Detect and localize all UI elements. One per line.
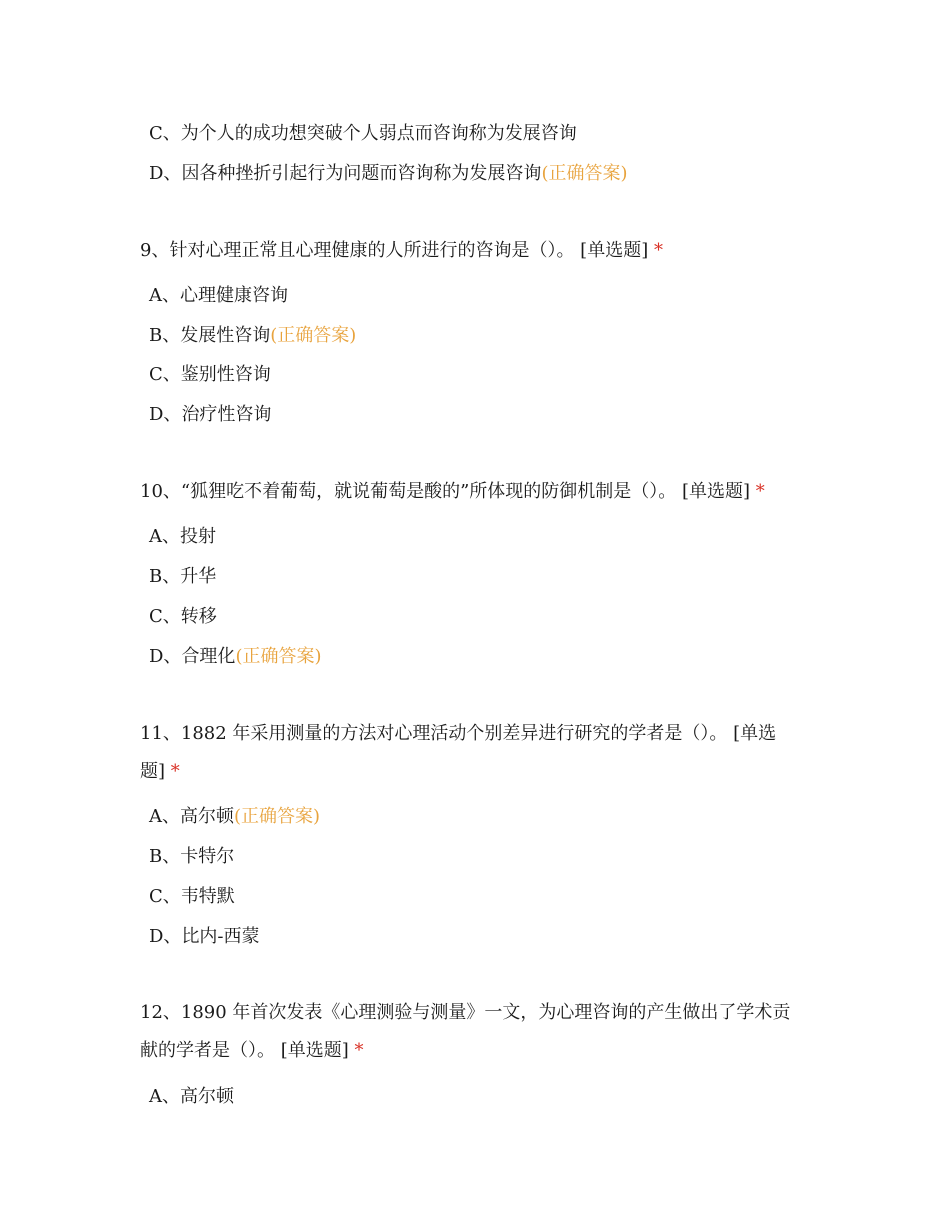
question-11-title	[140, 722, 776, 746]
option-a	[149, 284, 288, 308]
option-text: 鉴别性咨询	[180, 364, 271, 385]
option-text: 韦特默	[180, 886, 235, 907]
required-mark: *	[755, 481, 765, 502]
option-letter: D、	[149, 163, 182, 184]
option-letter: C、	[149, 886, 181, 907]
question-11-title-cont	[140, 760, 180, 784]
required-mark: *	[170, 761, 180, 782]
option-d	[149, 645, 321, 669]
required-mark: *	[354, 1040, 364, 1061]
option-letter: C、	[149, 364, 181, 385]
required-mark: *	[653, 240, 663, 261]
option-letter: D、	[149, 646, 182, 667]
question-12-title	[140, 1001, 790, 1025]
option-letter: C、	[149, 123, 181, 144]
question-text: 题]	[140, 761, 171, 782]
option-text: 升华	[180, 566, 217, 587]
option-text: 发展性咨询	[180, 325, 271, 346]
question-text: 11、1882 年采用测量的方法对心理活动个别差异进行研究的学者是（）。 [单选	[140, 723, 777, 744]
option-text: 投射	[180, 526, 216, 547]
option-letter: D、	[149, 404, 182, 425]
option-letter: D、	[149, 926, 182, 947]
option-letter: A、	[149, 526, 180, 547]
option-a	[149, 525, 216, 549]
option-text: 卡特尔	[180, 846, 235, 867]
option-text: 合理化	[181, 646, 236, 667]
option-d	[149, 403, 271, 427]
correct-answer-mark: (正确答案)	[270, 325, 357, 346]
option-text: 心理健康咨询	[180, 285, 288, 306]
option-letter: A、	[149, 285, 180, 306]
correct-answer-mark: (正确答案)	[234, 806, 321, 827]
option-letter: B、	[149, 846, 181, 867]
option-d	[149, 162, 627, 186]
correct-answer-mark: (正确答案)	[541, 163, 628, 184]
option-a	[149, 1085, 234, 1109]
option-c	[149, 885, 235, 909]
option-b	[149, 565, 216, 589]
option-letter: A、	[149, 806, 180, 827]
option-text: 治疗性咨询	[181, 404, 272, 425]
option-text: 转移	[180, 606, 217, 627]
question-12-title-cont	[140, 1039, 364, 1063]
option-a	[149, 805, 320, 829]
option-text: 为个人的成功想突破个人弱点而咨询称为发展咨询	[180, 123, 577, 144]
question-text: 献的学者是（）。 [单选题]	[140, 1040, 355, 1061]
question-10-title	[140, 480, 765, 504]
option-letter: B、	[149, 325, 181, 346]
option-letter: A、	[149, 1086, 180, 1107]
option-text: 比内-西蒙	[181, 926, 260, 947]
option-c	[149, 363, 271, 387]
option-c	[149, 605, 217, 629]
question-9-title	[140, 239, 663, 263]
option-letter: C、	[149, 606, 181, 627]
question-text: 10、“狐狸吃不着葡萄，就说葡萄是酸的”所体现的防御机制是（）。 [单选题]	[140, 481, 756, 502]
option-text: 因各种挫折引起行为问题而咨询称为发展咨询	[181, 163, 542, 184]
question-text: 12、1890 年首次发表《心理测验与测量》一文，为心理咨询的产生做出了学术贡	[140, 1002, 791, 1023]
option-text: 高尔顿	[180, 806, 234, 827]
option-d	[149, 925, 260, 949]
option-b	[149, 324, 356, 348]
option-c	[149, 122, 577, 146]
option-b	[149, 845, 234, 869]
option-letter: B、	[149, 566, 181, 587]
question-text: 9、针对心理正常且心理健康的人所进行的咨询是（）。 [单选题]	[140, 240, 654, 261]
option-text: 高尔顿	[180, 1086, 234, 1107]
correct-answer-mark: (正确答案)	[235, 646, 322, 667]
